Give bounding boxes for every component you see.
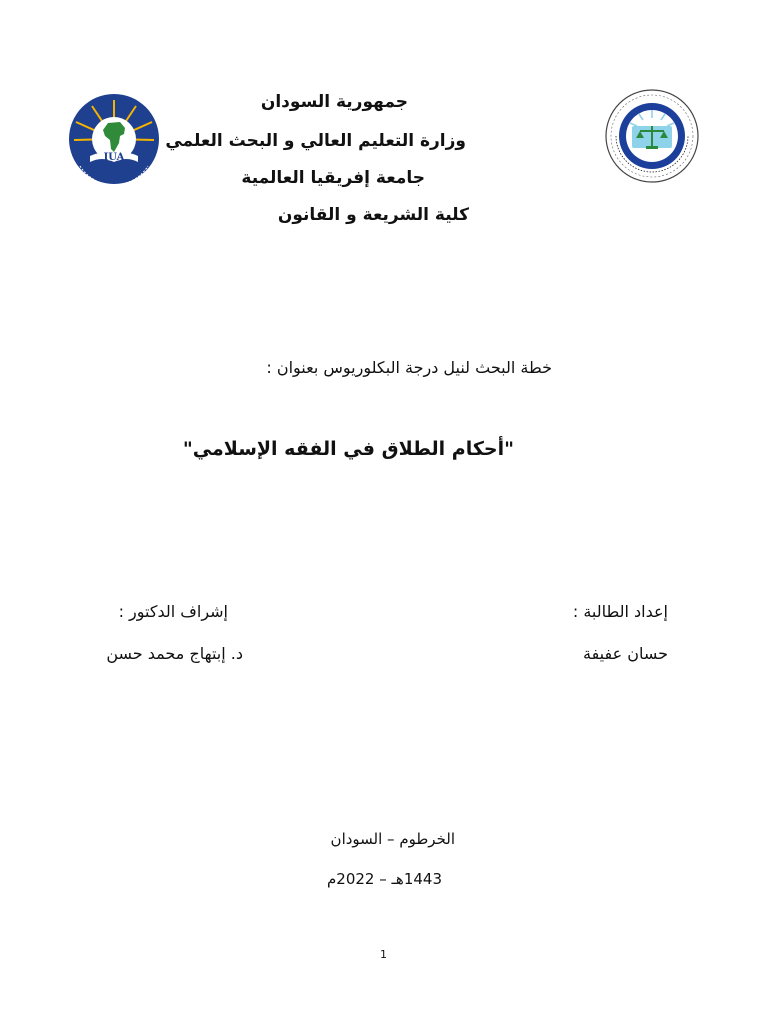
header-line-faculty: كلية الشريعة و القانون bbox=[277, 205, 469, 225]
supervised-by-label: إشراف الدكتور : bbox=[118, 602, 228, 621]
prepared-by-label: إعداد الطالبة : bbox=[572, 602, 668, 621]
header-line-ministry: وزارة التعليم العالي و البحث العلمي bbox=[165, 131, 466, 151]
research-title: "أحكام الطلاق في الفقه الإسلامي" bbox=[182, 438, 514, 460]
research-intro: خطة البحث لنيل درجة البكلوريوس بعنوان : bbox=[266, 358, 552, 377]
faculty-seal-logo bbox=[596, 88, 708, 184]
supervisor-name: د. إبتهاج محمد حسن bbox=[106, 644, 243, 663]
page-number: 1 bbox=[380, 948, 387, 961]
footer-place: الخرطوم – السودان bbox=[330, 830, 455, 848]
iua-logo-text: IUA bbox=[103, 152, 125, 163]
iua-university-logo bbox=[62, 92, 166, 186]
footer-date: 1443هـ – 2022م bbox=[326, 870, 442, 888]
header-line-university: جامعة إفريقيا العالمية bbox=[241, 168, 425, 188]
header-line-country: جمهورية السودان bbox=[260, 92, 408, 112]
student-name: حسان عفيفة bbox=[582, 644, 668, 663]
